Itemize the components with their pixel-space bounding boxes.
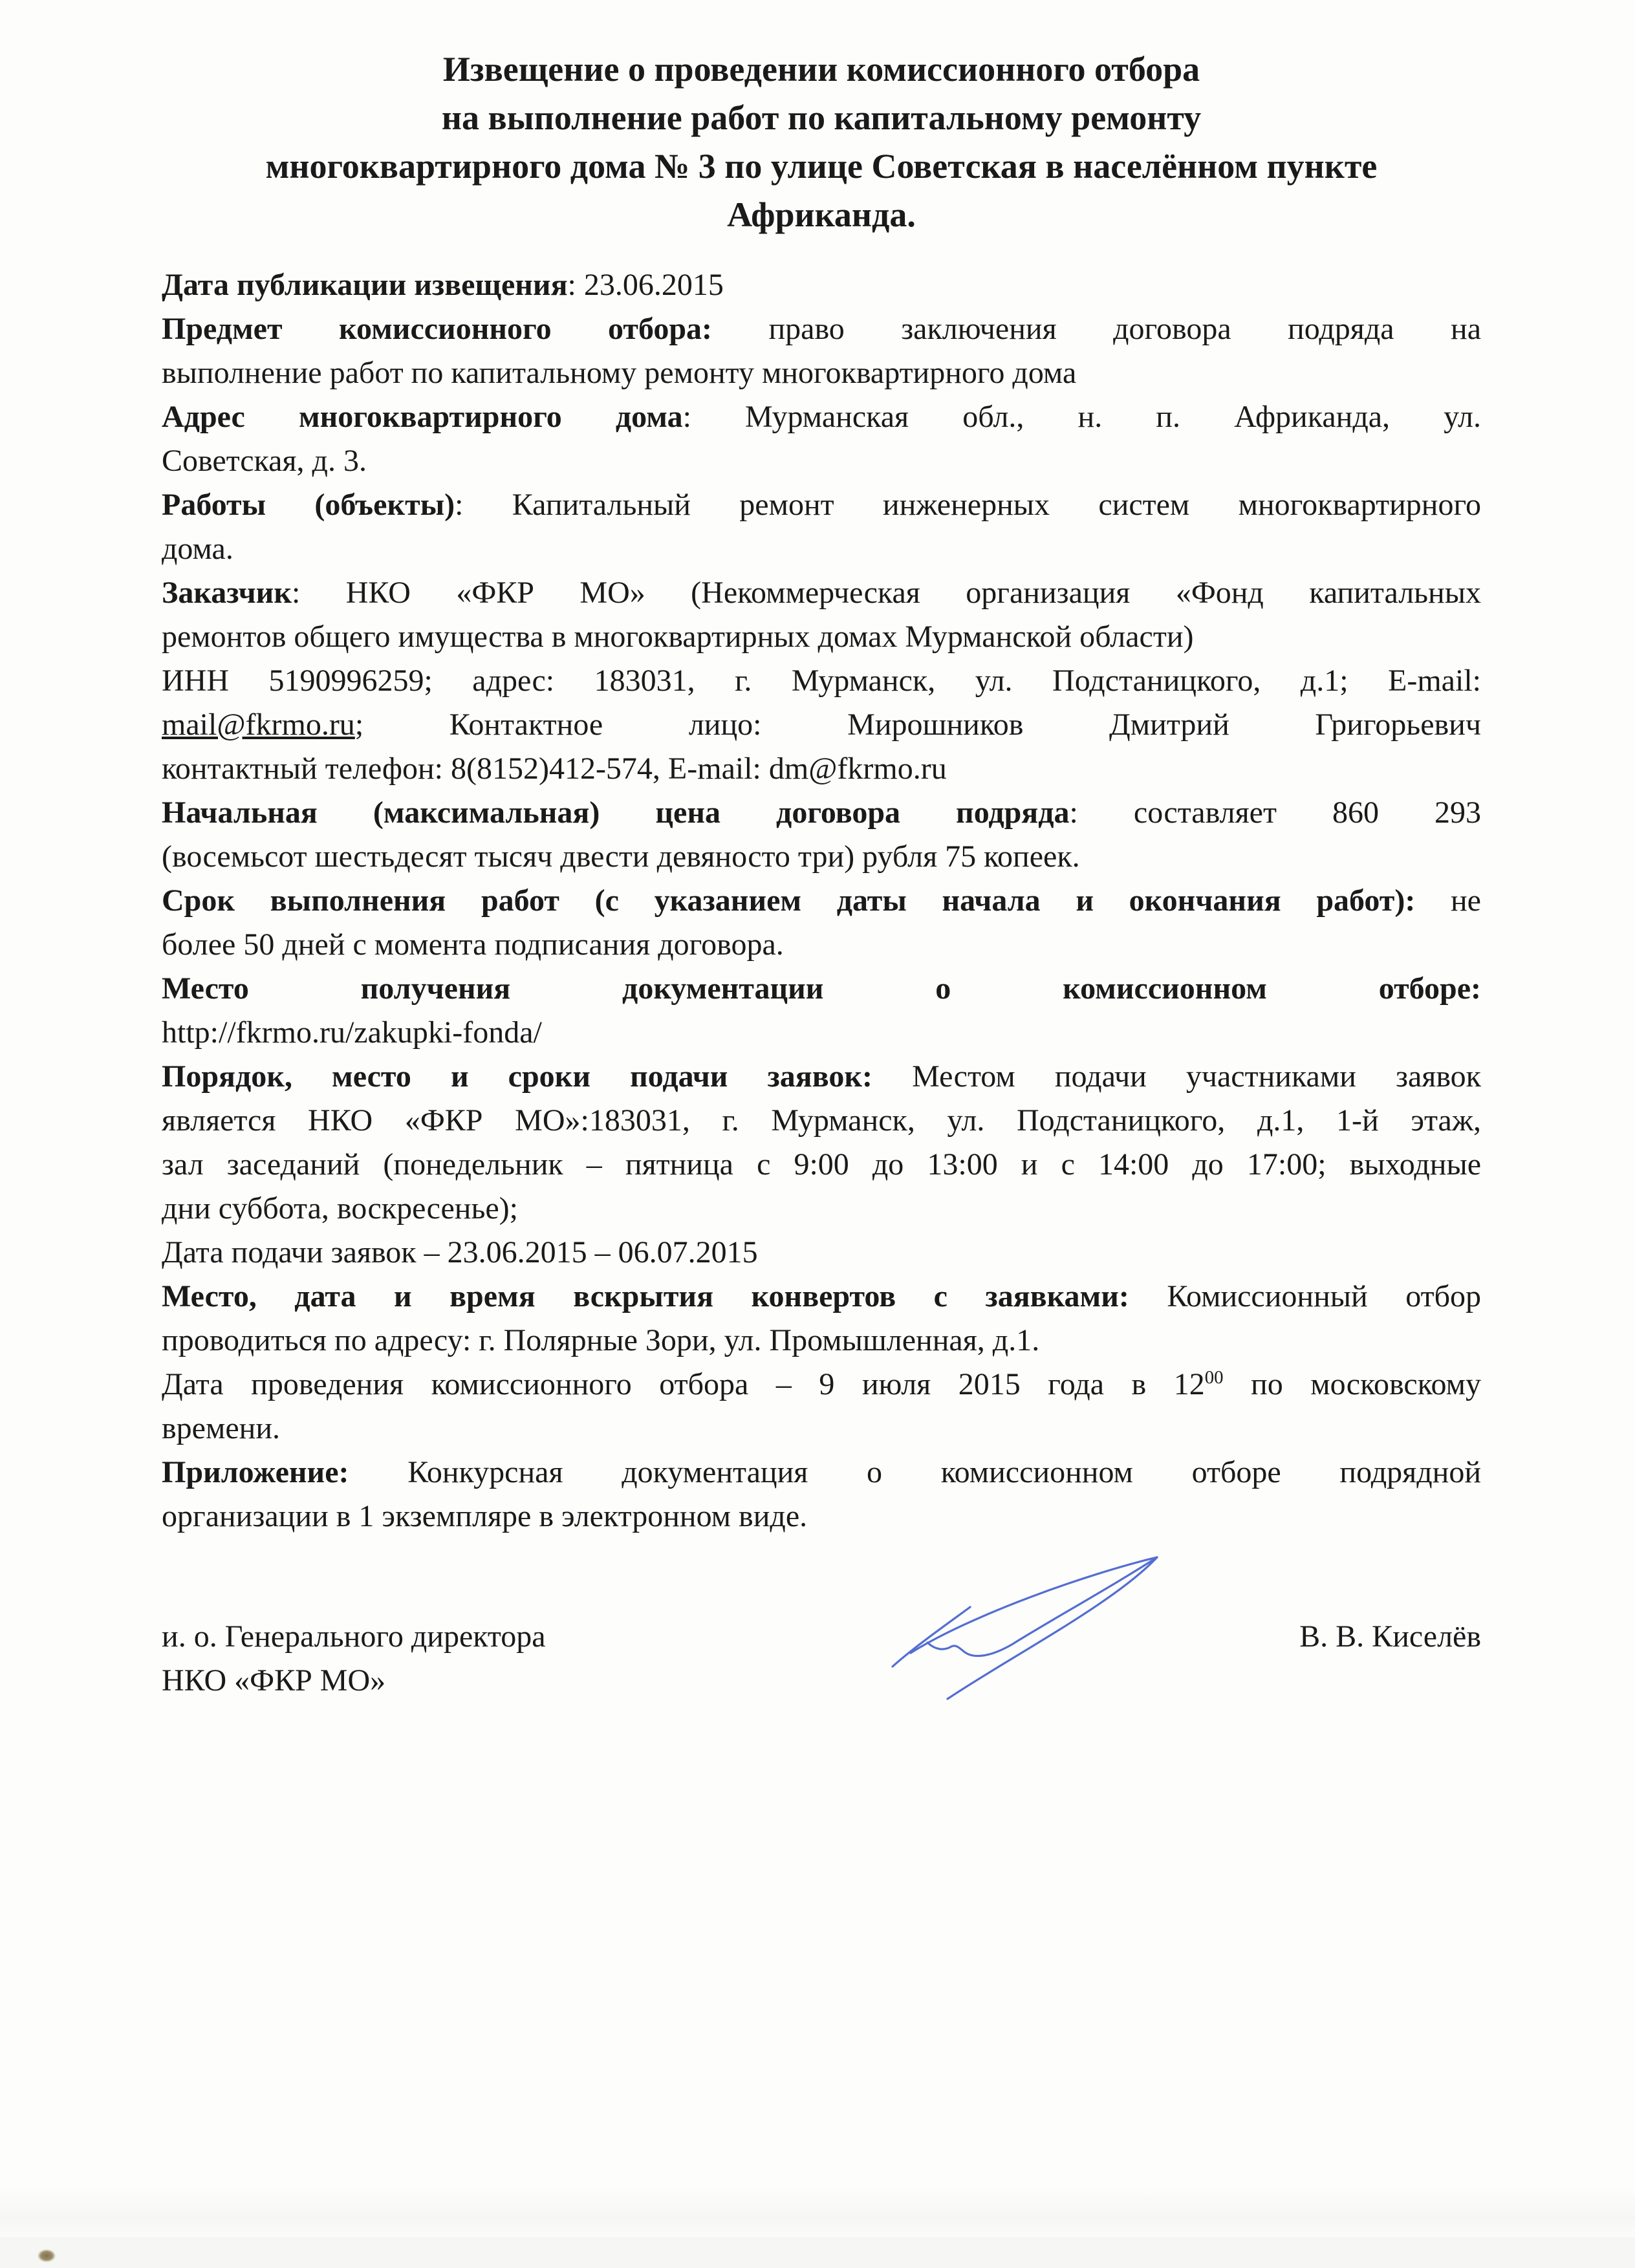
text-line [162, 1187, 1481, 1231]
text-segment: Советская, д. 3. [162, 444, 367, 478]
text-segment: http://fkrmo.ru/zakupki-fonda/ [162, 1015, 542, 1050]
text-segment: времени. [162, 1411, 281, 1445]
text-line [162, 923, 1481, 967]
text-segment: Приложение: [162, 1455, 349, 1489]
signatory-name: В. В. Киселёв [1299, 1619, 1481, 1654]
text-segment: более 50 дней с момента подписания договора. [162, 927, 784, 962]
text-segment: Конкурсная документация о комиссионном отборе подрядной [349, 1455, 1481, 1489]
text-line [162, 1055, 1481, 1099]
document-title [162, 0, 1481, 239]
text-segment: Заказчик [162, 576, 292, 610]
text-segment: ; Контактное лицо: Мирошников Дмитрий Григорьевич [354, 707, 1481, 742]
title-line: Африканда. [727, 195, 916, 234]
text-line [162, 1231, 1481, 1275]
text-segment: организации в 1 экземпляре в электронном виде. [162, 1499, 808, 1533]
text-line [162, 1099, 1481, 1143]
text-line [162, 1363, 1481, 1407]
text-line [162, 1143, 1481, 1187]
text-segment: : НКО «ФКР МО» (Некоммерческая организация «Фонд капитальных [291, 576, 1481, 610]
text-segment: зал заседаний (понедельник – пятница с 9:00 до 13:00 и с 14:00 до 17:00; выходные [162, 1147, 1481, 1182]
text-segment: дни суббота, воскресенье); [162, 1191, 518, 1226]
text-segment: Предмет комиссионного отбора: [162, 312, 713, 346]
text-segment: (восемьсот шестьдесят тысяч двести девяносто три) рубля 75 копеек. [162, 839, 1080, 874]
text-segment: ремонтов общего имущества в многоквартирных домах Мурманской области) [162, 620, 1194, 654]
title-line: Извещение о проведении комиссионного отбора [442, 50, 1200, 89]
scan-speck [38, 2249, 56, 2262]
signatory-position-line: и. о. Генерального директора [162, 1619, 546, 1654]
text-line [162, 659, 1481, 703]
text-line [162, 1407, 1481, 1451]
text-line [162, 1451, 1481, 1495]
text-segment: Комиссионный отбор [1129, 1279, 1481, 1313]
text-line [162, 791, 1481, 835]
text-line [162, 395, 1481, 439]
text-line [162, 1495, 1481, 1539]
text-line [162, 1275, 1481, 1319]
text-segment: право заключения договора подряда на [712, 312, 1481, 346]
text-line [162, 571, 1481, 615]
signatory-position [162, 1615, 546, 1703]
title-line: на выполнение работ по капитальному ремонту [441, 98, 1202, 137]
text-line [162, 439, 1481, 483]
text-segment: Дата публикации извещения [162, 268, 568, 302]
text-line [162, 615, 1481, 659]
text-segment: Дата подачи заявок – 23.06.2015 – 06.07.2015 [162, 1235, 758, 1269]
text-segment: Адрес многоквартирного дома [162, 400, 683, 434]
text-segment: : Капитальный ремонт инженерных систем многоквартирного [455, 488, 1481, 522]
text-line [162, 879, 1481, 923]
text-line [162, 1011, 1481, 1055]
text-segment: Местом подачи участниками заявок [872, 1059, 1482, 1094]
text-line [162, 527, 1481, 571]
text-segment: Начальная (максимальная) цена договора подряда [162, 795, 1070, 830]
text-segment: Срок выполнения работ (с указанием даты начала и окончания работ): [162, 883, 1416, 918]
text-line [162, 351, 1481, 395]
email-text: mail@fkrmo.ru [162, 707, 355, 742]
title-line: многоквартирного дома № 3 по улице Советская в населённом пункте [265, 147, 1378, 186]
signature-block [162, 1615, 1481, 1703]
text-segment: контактный телефон: 8(8152)412-574, E-mail: dm@fkrmo.ru [162, 751, 947, 786]
text-line [162, 307, 1481, 351]
text-line [162, 967, 1481, 1011]
text-segment: проводиться по адресу: г. Полярные Зори, ул. Промышленная, д.1. [162, 1323, 1040, 1357]
text-segment: по московскому [1223, 1367, 1481, 1401]
text-line [162, 747, 1481, 791]
text-segment: дома. [162, 532, 233, 566]
text-segment: Место, дата и время вскрытия конвертов с заявками: [162, 1279, 1129, 1313]
text-segment: является НКО «ФКР МО»:183031, г. Мурманск, ул. Подстаницкого, д.1, 1-й этаж, [162, 1103, 1481, 1138]
text-line [162, 703, 1481, 747]
scan-noise-strip [0, 2238, 1635, 2268]
text-segment: Работы (объекты) [162, 488, 455, 522]
text-line [162, 263, 1481, 307]
text-line [162, 1319, 1481, 1363]
superscript-text: 00 [1204, 1367, 1224, 1388]
text-segment: : 23.06.2015 [567, 268, 724, 302]
document-body [162, 263, 1481, 1539]
signatory-org-line: НКО «ФКР МО» [162, 1663, 386, 1698]
text-segment: Место получения документации о комиссионном отборе: [162, 971, 1481, 1006]
text-segment: не [1415, 883, 1481, 918]
scan-noise-band [0, 2186, 1635, 2244]
text-segment: : составляет 860 293 [1069, 795, 1481, 830]
text-line [162, 483, 1481, 527]
text-segment: выполнение работ по капитальному ремонту многоквартирного дома [162, 356, 1077, 390]
text-segment: Дата проведения комиссионного отбора – 9 июля 2015 года в 12 [162, 1367, 1205, 1401]
text-segment: ИНН 5190996259; адрес: 183031, г. Мурманск, ул. Подстаницкого, д.1; E-mail: [162, 664, 1481, 698]
text-segment: : Мурманская обл., н. п. Африканда, ул. [682, 400, 1481, 434]
text-line [162, 835, 1481, 879]
document [162, 0, 1481, 1703]
text-segment: Порядок, место и сроки подачи заявок: [162, 1059, 873, 1094]
